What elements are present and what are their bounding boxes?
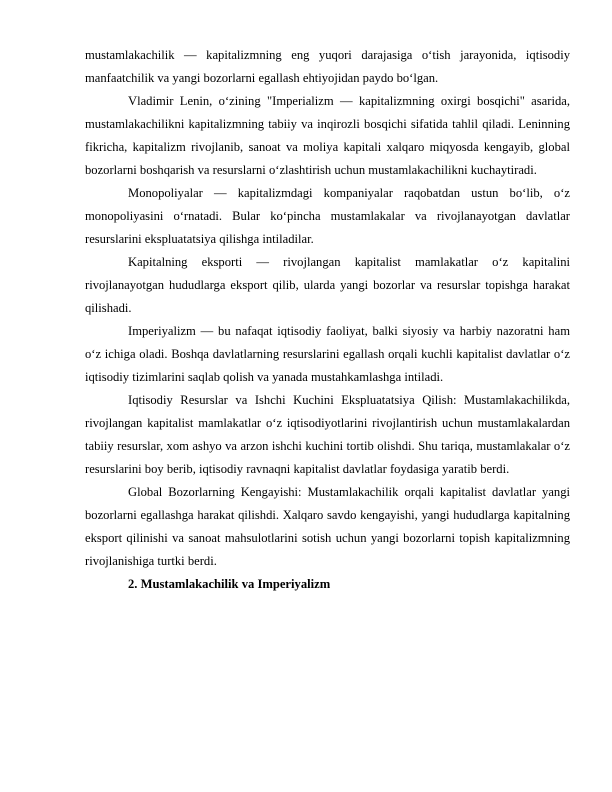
section-heading: 2. Mustamlakachilik va Imperiyalizm [128,577,331,591]
paragraph-kapital-eksporti: Kapitalning eksporti — rivojlangan kapitalist mamlakatlar o‘z kapitalini rivojlanayotgan hududlarga eksport qilib, ularda yangi bozorlar va resurslar topishga harakat qilishadi. [85,255,570,315]
document-page [85,44,570,596]
paragraph-resurslar-ekspluatatsiya: Iqtisodiy Resurslar va Ishchi Kuchini Ekspluatatsiya Qilish: Mustamlakachilikda, rivojlangan kapitalist mamlakatlar o‘z iqtisodiyotlarini rivojlantirish uchun mustamlakalardan tabiiy resurslar, xom ashyo va arzon ishchi kuchini tortib olishdi. Shu tariqa, mustamlakalar o‘z resurslarini boy berib, iqtisodiy ravnaqni kapitalist davlatlar foydasiga yaratib berdi. [85,393,570,476]
paragraph-imperiyalizm: Imperiyalizm — bu nafaqat iqtisodiy faoliyat, balki siyosiy va harbiy nazoratni ham o‘z ichiga oladi. Boshqa davlatlarning resurslarini egallash orqali kuchli kapitalist davlatlar o‘z iqtisodiy tizimlarini saqlab qolish va yanada mustahkamlashga intiladi. [85,324,570,384]
paragraph-global-bozorlar: Global Bozorlarning Kengayishi: Mustamlakachilik orqali kapitalist davlatlar yangi bozorlarni egallashga harakat qilishdi. Xalqaro savdo kengayishi, yangi hududlarga kapitalning eksport qilinishi va sanoat mahsulotlarini sotish uchun yangi bozorlarni topish kapitalizmning rivojlanishiga turtki berdi. [85,485,570,568]
paragraph-continuation: mustamlakachilik — kapitalizmning eng yuqori darajasiga o‘tish jarayonida, iqtisodiy manfaatchilik va yangi bozorlarni egallash ehtiyojidan paydo bo‘lgan. [85,48,570,85]
paragraph-monopoliyalar: Monopoliyalar — kapitalizmdagi kompaniyalar raqobatdan ustun bo‘lib, o‘z monopoliyasini o‘rnatadi. Bular ko‘pincha mustamlakalar va rivojlanayotgan davlatlar resurslarini ekspluatatsiya qilishga intiladilar. [85,186,570,246]
paragraph-lenin: Vladimir Lenin, o‘zining "Imperializm — kapitalizmning oxirgi bosqichi" asarida, mustamlakachilikni kapitalizmning tabiiy va inqirozli bosqichi sifatida tahlil qiladi. Leninning fikricha, kapitalizm rivojlanib, sanoat va moliya kapitali xalqaro miqyosda kengayib, global bozorlarni boshqarish va resurslarni o‘zlashtirish uchun mustamlakachilikni kuchaytiradi. [85,94,570,177]
